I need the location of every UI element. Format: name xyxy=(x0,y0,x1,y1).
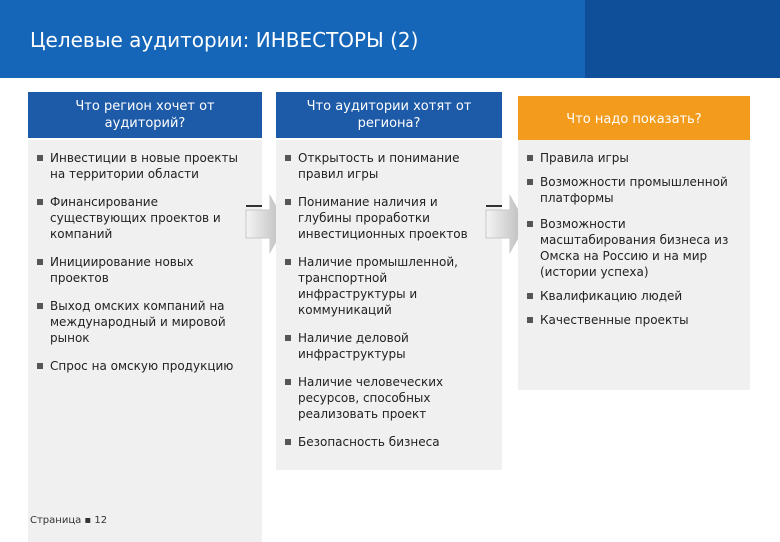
title-bar-accent xyxy=(585,0,780,78)
bullet-list xyxy=(28,140,262,374)
list-item: Наличие промышленной, транспортной инфраструктуры и коммуникаций xyxy=(282,254,494,318)
page-number: Страница ▪ 12 xyxy=(30,515,108,526)
list-item: Выход омских компаний на международный и мировой рынок xyxy=(34,298,254,346)
column-panel xyxy=(276,140,502,470)
column-panel xyxy=(28,140,262,542)
list-item: Инвестиции в новые проекты на территории области xyxy=(34,150,254,182)
column-heading: Что надо показать? xyxy=(518,96,750,142)
column-heading: Что аудитории хотят от региона? xyxy=(276,92,502,138)
list-item: Безопасность бизнеса xyxy=(282,434,494,450)
list-item: Правила игры xyxy=(524,150,744,166)
page-title: Целевые аудитории: ИНВЕСТОРЫ (2) xyxy=(30,28,419,52)
column-audience-wants xyxy=(276,92,502,540)
bullet-list xyxy=(518,140,750,328)
list-item: Наличие человеческих ресурсов, способных реализовать проект xyxy=(282,374,494,422)
list-item: Возможности промышленной платформы xyxy=(524,174,744,206)
bullet-list xyxy=(276,140,502,450)
title-bar xyxy=(0,0,780,78)
list-item: Финансирование существующих проектов и компаний xyxy=(34,194,254,242)
column-region-wants xyxy=(28,92,262,540)
list-item: Возможности масштабирования бизнеса из Омска на Россию и на мир (истории успеха) xyxy=(524,216,744,280)
column-what-to-show xyxy=(518,92,750,540)
list-item: Спрос на омскую продукцию xyxy=(34,358,254,374)
list-item: Инициирование новых проектов xyxy=(34,254,254,286)
list-item: Наличие деловой инфраструктуры xyxy=(282,330,494,362)
column-heading: Что регион хочет от аудиторий? xyxy=(28,92,262,138)
list-item: Качественные проекты xyxy=(524,312,744,328)
list-item: Понимание наличия и глубины проработки инвестиционных проектов xyxy=(282,194,494,242)
column-panel xyxy=(518,140,750,390)
list-item: Квалификацию людей xyxy=(524,288,744,304)
list-item: Открытость и понимание правил игры xyxy=(282,150,494,182)
